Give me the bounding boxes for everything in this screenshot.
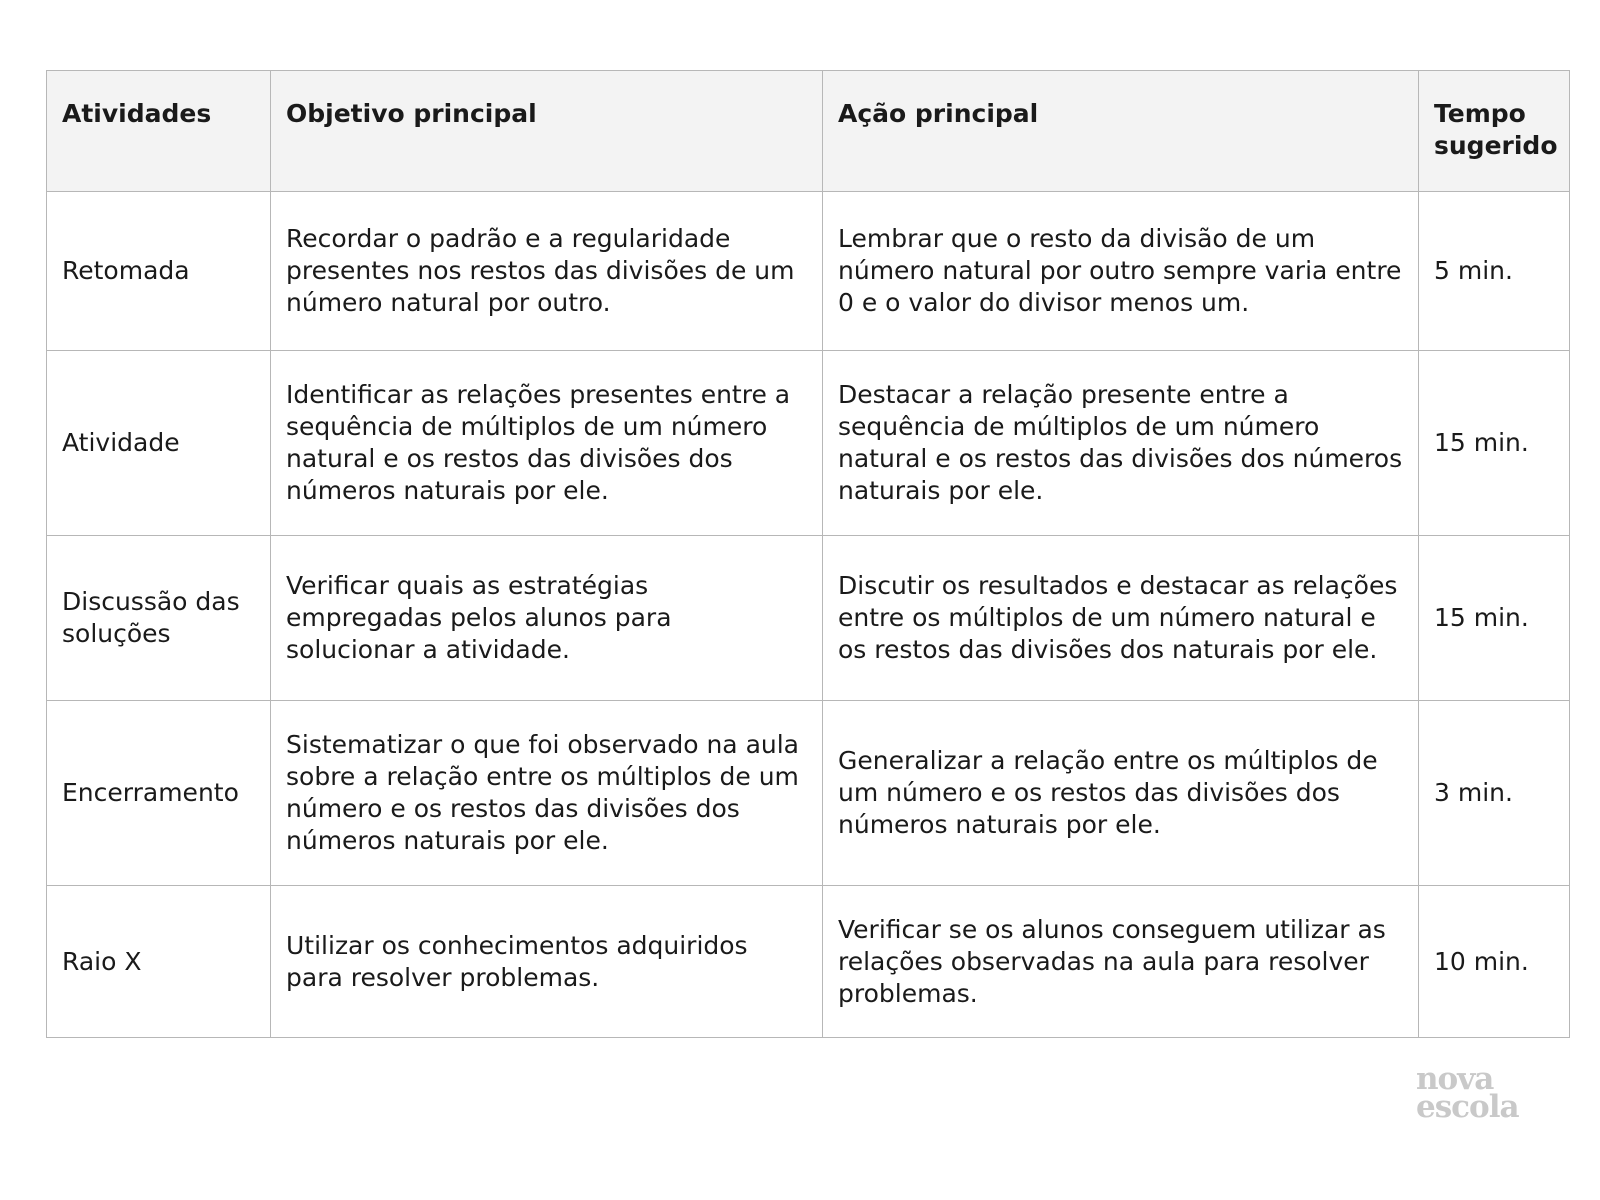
cell-tempo: 15 min. (1419, 351, 1570, 536)
table-row (47, 351, 1570, 536)
cell-atividade: Raio X (47, 886, 271, 1038)
logo-line-nova: nova (1416, 1061, 1494, 1097)
cell-objetivo: Verificar quais as estratégias empregadas pelos alunos para solucionar a atividade. (271, 536, 823, 701)
cell-acao: Generalizar a relação entre os múltiplos de um número e os restos das divisões dos números naturais por ele. (823, 701, 1419, 886)
cell-acao: Destacar a relação presente entre a sequência de múltiplos de um número natural e os restos das divisões dos números naturais por ele. (823, 351, 1419, 536)
cell-atividade: Retomada (47, 192, 271, 351)
table-row (47, 536, 1570, 701)
table-row (47, 886, 1570, 1038)
cell-tempo: 15 min. (1419, 536, 1570, 701)
cell-acao: Discutir os resultados e destacar as relações entre os múltiplos de um número natural e os restos das divisões dos naturais por ele. (823, 536, 1419, 701)
table-row (47, 192, 1570, 351)
cell-atividade: Discussão das soluções (47, 536, 271, 701)
header-tempo: Tempo sugerido (1419, 71, 1570, 192)
logo-line-escola: escola (1416, 1089, 1519, 1125)
cell-objetivo: Utilizar os conhecimentos adquiridos para resolver problemas. (271, 886, 823, 1038)
cell-objetivo: Recordar o padrão e a regularidade presentes nos restos das divisões de um número natural por outro. (271, 192, 823, 351)
cell-acao: Verificar se os alunos conseguem utilizar as relações observadas na aula para resolver problemas. (823, 886, 1419, 1038)
lesson-plan-table (46, 70, 1570, 1038)
cell-tempo: 10 min. (1419, 886, 1570, 1038)
cell-tempo: 5 min. (1419, 192, 1570, 351)
nova-escola-logo (1416, 1061, 1519, 1125)
cell-objetivo: Identificar as relações presentes entre a sequência de múltiplos de um número natural e os restos das divisões dos números naturais por ele. (271, 351, 823, 536)
cell-atividade: Atividade (47, 351, 271, 536)
cell-objetivo: Sistematizar o que foi observado na aula sobre a relação entre os múltiplos de um número e os restos das divisões dos números naturais por ele. (271, 701, 823, 886)
table-header-row (47, 71, 1570, 192)
table-row (47, 701, 1570, 886)
header-objetivo: Objetivo principal (271, 71, 823, 192)
cell-tempo: 3 min. (1419, 701, 1570, 886)
cell-acao: Lembrar que o resto da divisão de um número natural por outro sempre varia entre 0 e o valor do divisor menos um. (823, 192, 1419, 351)
header-atividades: Atividades (47, 71, 271, 192)
cell-atividade: Encerramento (47, 701, 271, 886)
header-acao: Ação principal (823, 71, 1419, 192)
